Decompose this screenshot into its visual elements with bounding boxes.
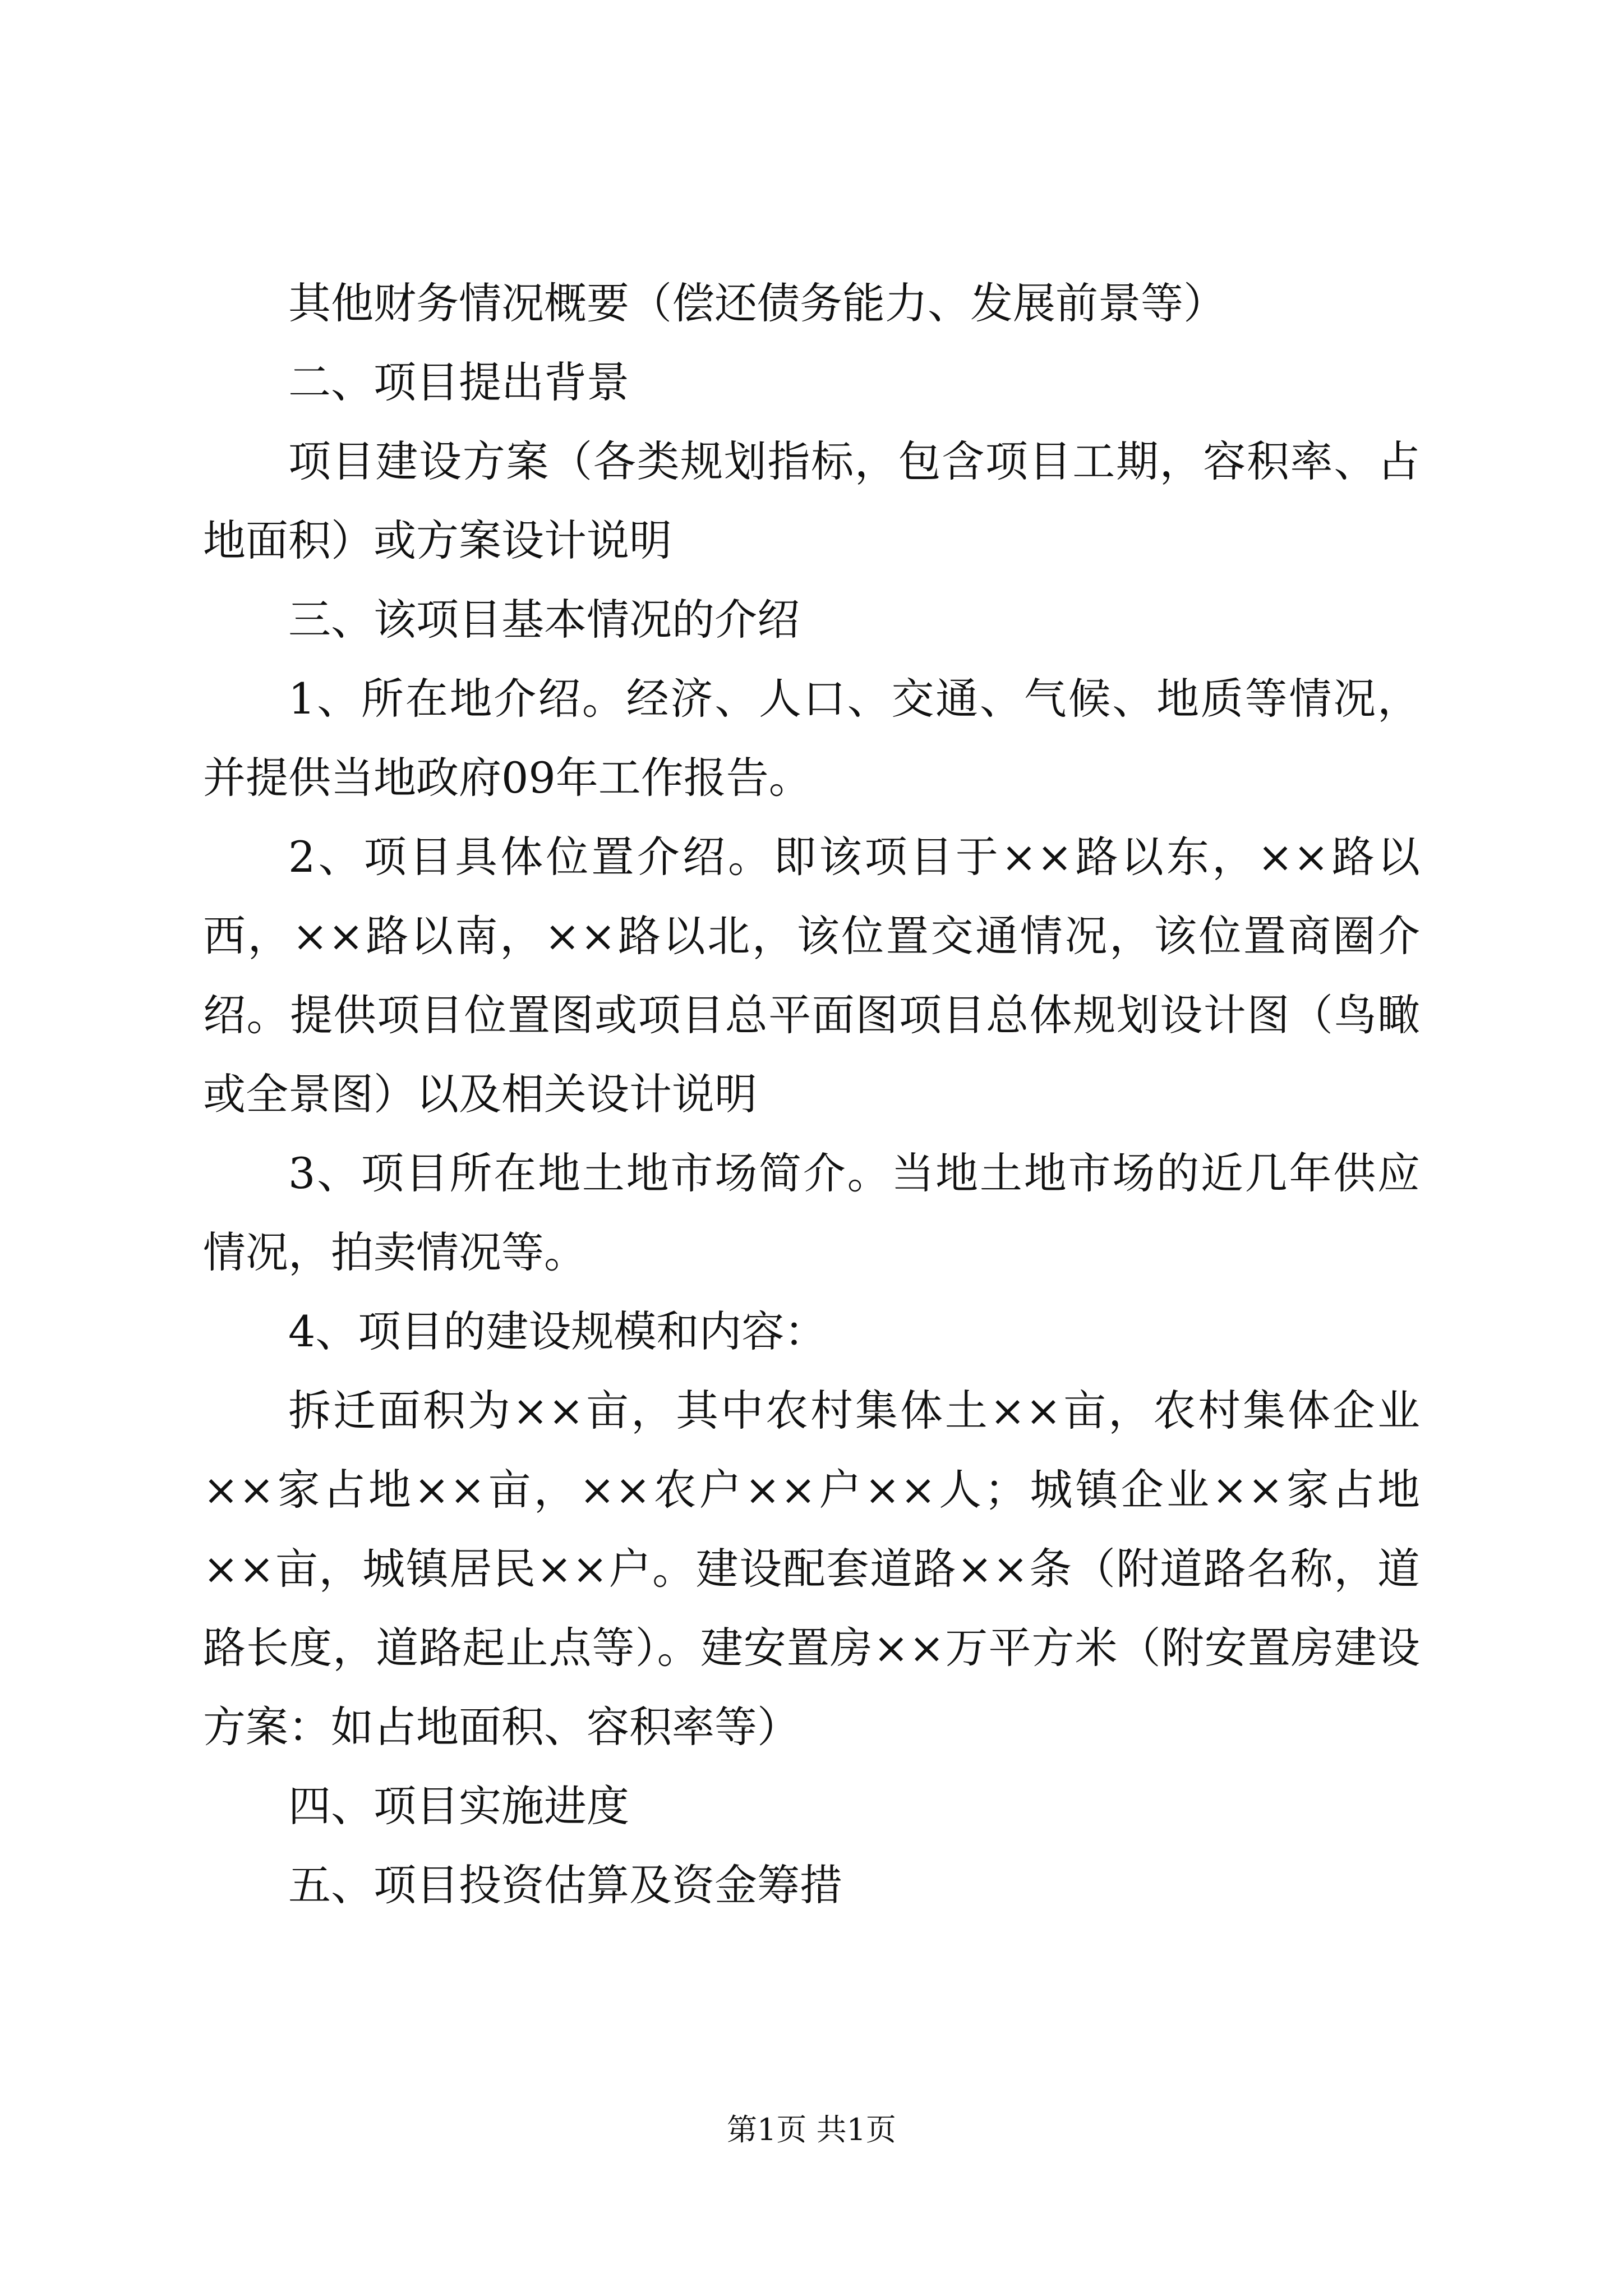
paragraph-land-market: 3、项目所在地土地市场简介。当地土地市场的近几年供应情况，拍卖情况等。 [203, 1148, 1420, 1277]
page-footer: 第1页 共1页 [727, 2112, 896, 2147]
document-body [203, 264, 1420, 1925]
paragraph-location-intro: 1、所在地介绍。经济、人口、交通、气候、地质等情况，并提供当地政府09年工作报告。 [203, 674, 1420, 803]
paragraph-specific-position: 2、项目具体位置介绍。即该项目于××路以东，××路以西，××路以南，××路以北，该位置交通情况，该位置商圈介绍。提供项目位置图或项目总平面图项目总体规划设计图（鸟瞰或全景图）以及相关设计说明 [203, 832, 1420, 1119]
paragraph-scale-heading: 4、项目的建设规模和内容： [288, 1306, 827, 1356]
paragraph-financial-summary: 其他财务情况概要（偿还债务能力、发展前景等） [288, 278, 1226, 328]
paragraph-demolition-details: 拆迁面积为××亩，其中农村集体土××亩，农村集体企业××家占地××亩，××农户××户××人；城镇企业××家占地××亩，城镇居民××户。建设配套道路××条（附道路名称，道路长度，道路起止点等）。建安置房××万平方米（附安置房建设方案：如占地面积、容积率等） [203, 1386, 1420, 1752]
heading-project-background: 二、项目提出背景 [288, 357, 629, 407]
paragraph-construction-plan: 项目建设方案（各类规划指标，包含项目工期，容积率、占地面积）或方案设计说明 [203, 436, 1420, 565]
heading-implementation-progress: 四、项目实施进度 [288, 1781, 629, 1831]
heading-project-basic-info: 三、该项目基本情况的介绍 [288, 595, 800, 645]
heading-investment-estimate: 五、项目投资估算及资金筹措 [288, 1860, 842, 1910]
